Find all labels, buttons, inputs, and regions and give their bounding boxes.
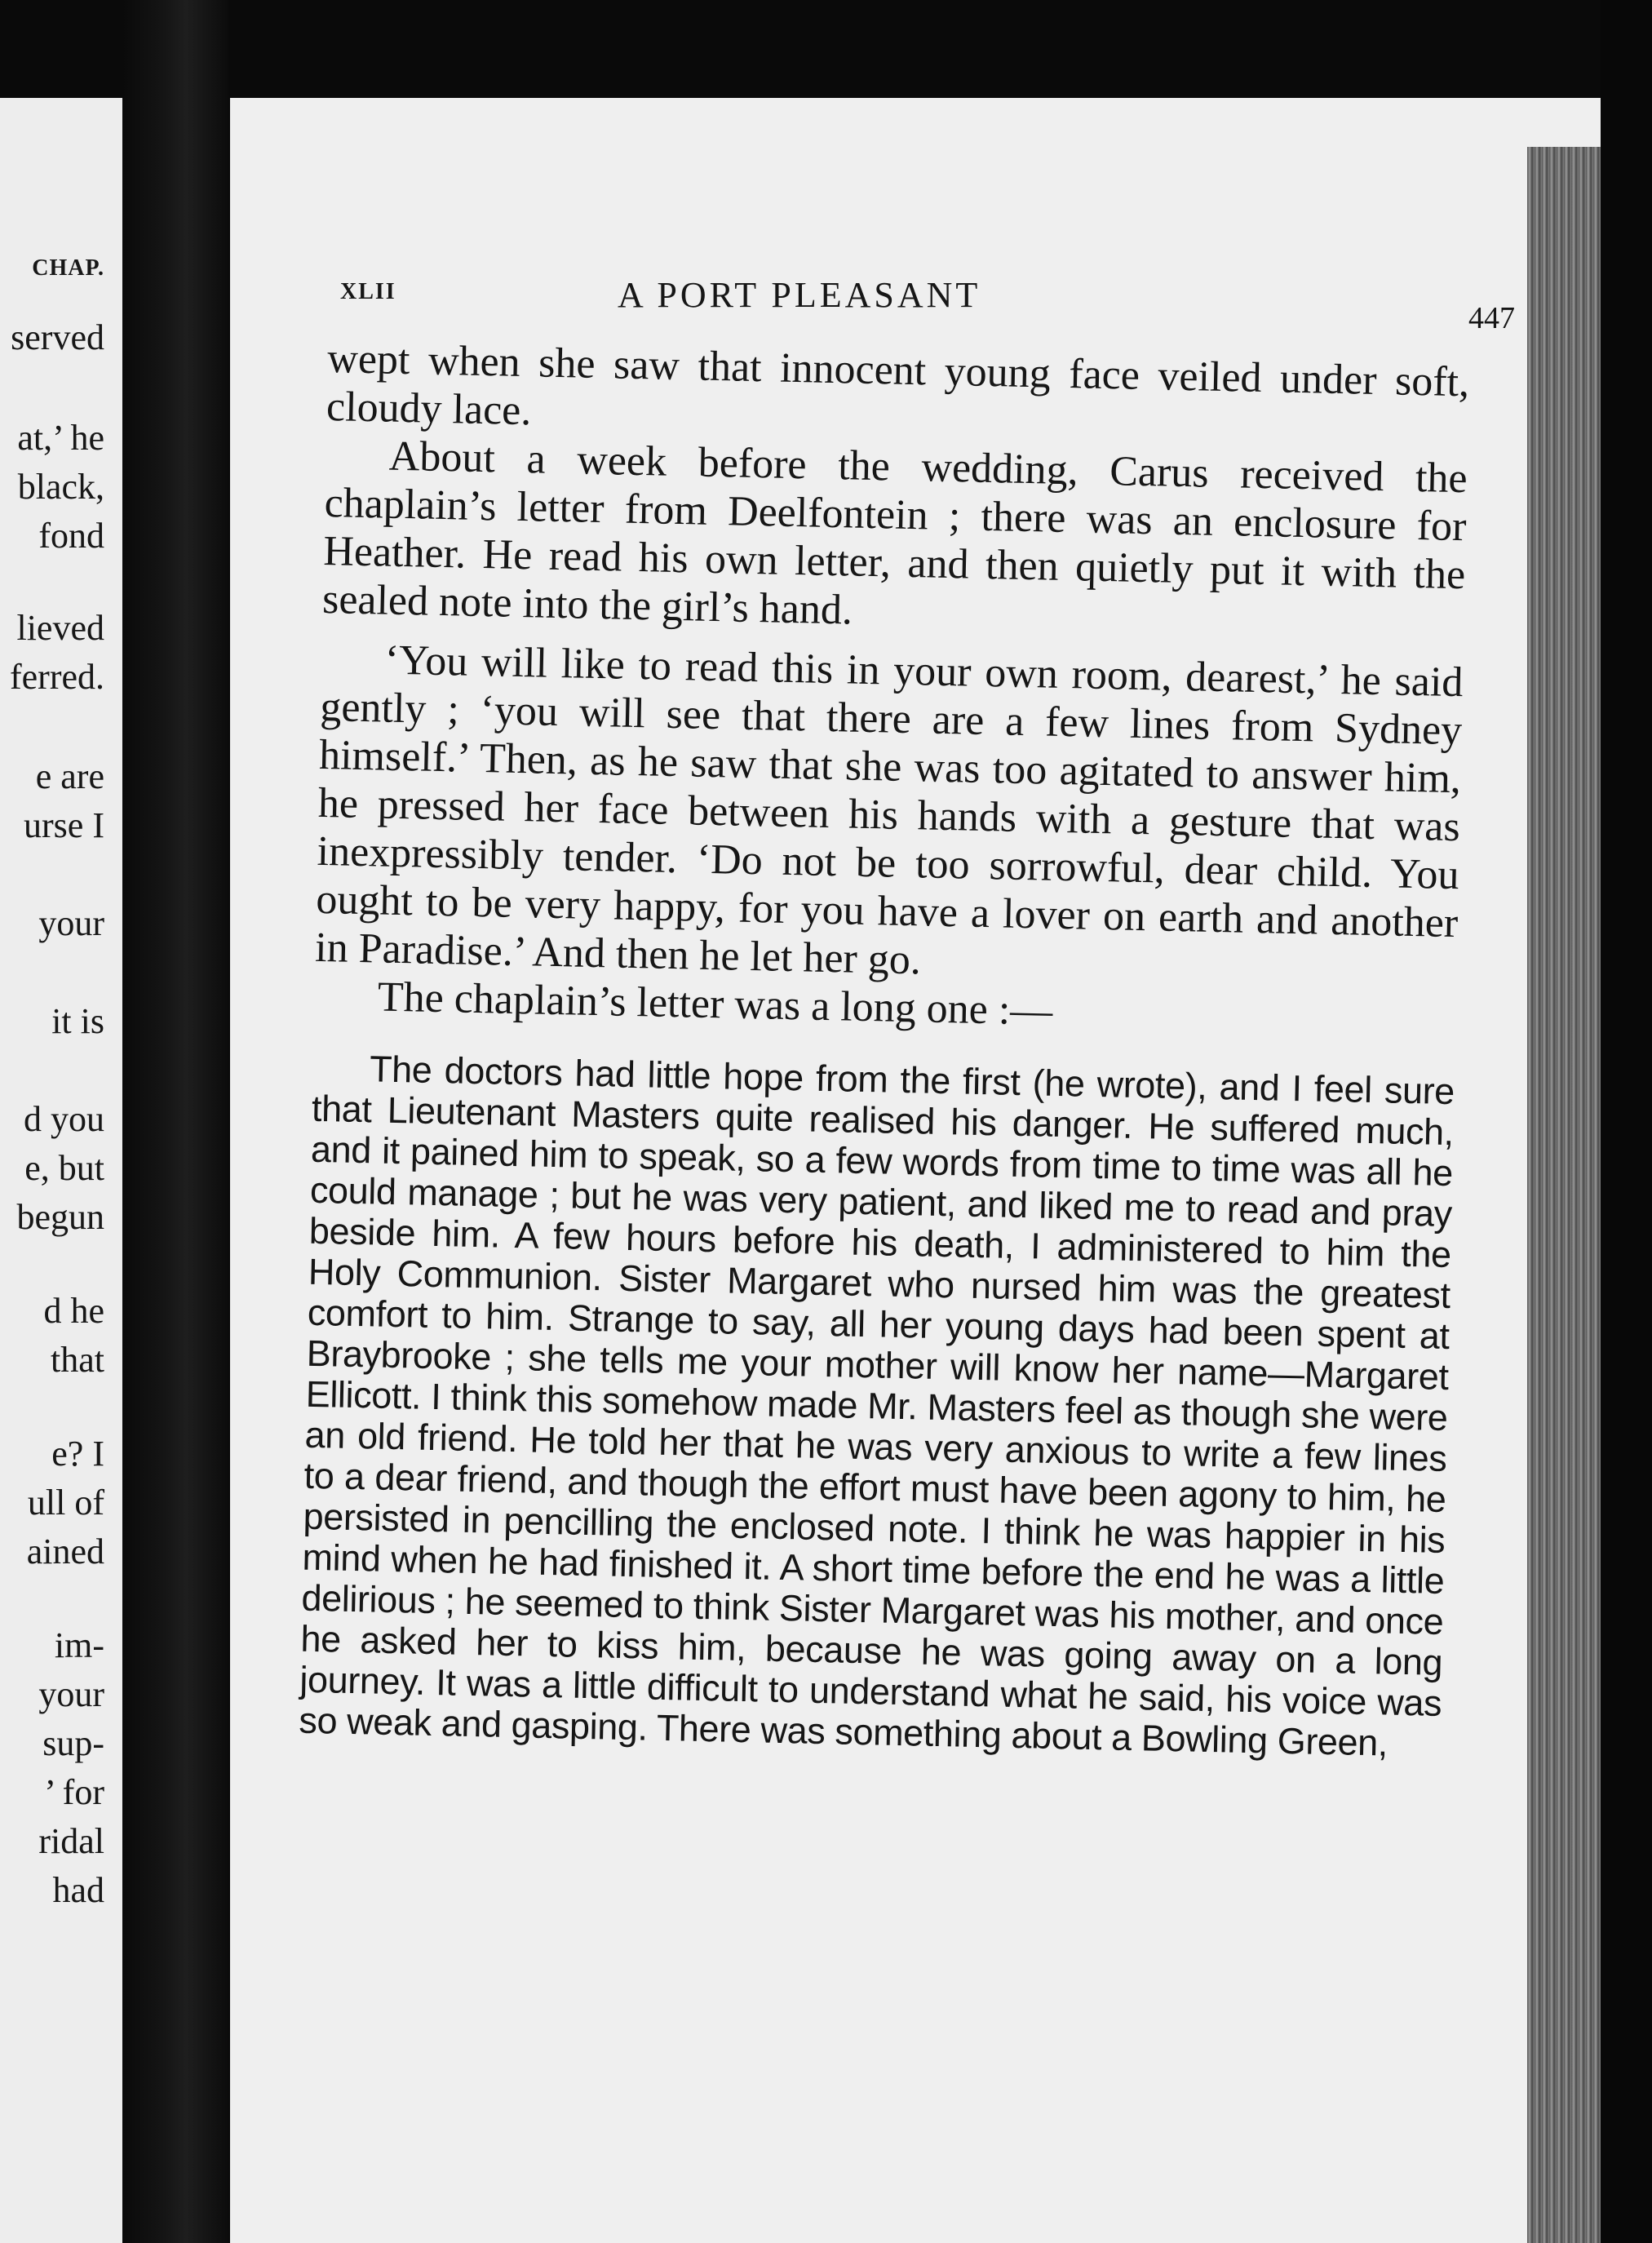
facing-page-line-end: begun (16, 1197, 104, 1237)
page-body (299, 335, 1470, 1765)
scan-top-border (0, 0, 1652, 98)
facing-page-line-end: that (51, 1340, 104, 1380)
paragraph-continued: wept when she saw that innocent young face veiled under soft, cloudy lace. (326, 335, 1470, 435)
quoted-letter: The doctors had little hope from the first (he wrote), and I feel sure that Lieutenant Masters quite realised his danger. He suffered much, and it pained him to speak, so a few words from time to time was all he could manage ; but he was very patient, and liked me to read and pray beside him. A few hours before his death, I administered to him the Holy Communion. Sister Margaret who nursed him was the greatest comfort to him. Strange to say, all her young days had been spent at Braybrooke ; she tells me your mother will know her name—Margaret Ellicott. I think this somehow made Mr. Masters feel as though she were an old friend. He told her that he was very anxious to write a few lines to a dear friend, and though the effort must have been agony to him, he persisted in pencilling the enclosed note. I think he was happier in his mind when he had finished it. A short time before the end he was a little delirious ; he seemed to think Sister Margaret was his mother, and once he asked her to kiss him, because he was going away on a long journey. It was a little difficult to understand what he said, his voice was so weak and gasping. There was something about a Bowling Green, (298, 1048, 1455, 1764)
facing-page-line-end: ull of (27, 1483, 104, 1523)
running-header (340, 261, 1515, 335)
facing-page-line-end: e, but (24, 1148, 104, 1188)
facing-page-line-end: lieved (16, 608, 104, 648)
facing-page-line-end: ridal (38, 1821, 104, 1861)
scan-right-border (1601, 0, 1652, 2243)
facing-page-line-end: black, (17, 467, 104, 507)
page-number: 447 (1468, 301, 1515, 335)
facing-page-running-head: CHAP. (32, 255, 104, 281)
facing-page-line-end: ferred. (9, 657, 104, 697)
facing-page-line-end: sup- (42, 1723, 104, 1763)
facing-page-line-end: your (38, 903, 104, 943)
chapter-number: XLII (340, 279, 396, 304)
facing-page-line-end: had (52, 1870, 104, 1910)
paragraph: ‘You will like to read this in your own room, dearest,’ he said gently ; ‘you will see that there are a few lines from Sydney himself.’ Then, as he saw that she was too agitated to answer him, he pressed her face between his hands with a gesture that was inexpressibly tender. ‘Do not be too sorrowful, dear child. You ought to be very happy, for you have a lover on earth and another in Paradise.’ And then he let her go. (314, 636, 1464, 984)
facing-page-line-end: ’ for (44, 1772, 104, 1812)
facing-page-line-end: d you (24, 1099, 104, 1139)
book-gutter (122, 0, 228, 2243)
facing-page-line-end: at,’ he (17, 418, 104, 458)
running-title: A PORT PLEASANT (618, 275, 981, 315)
facing-page-line-end: e are (35, 756, 104, 796)
facing-page-line-end: e? I (51, 1434, 104, 1474)
facing-page-line-end: im- (54, 1625, 104, 1665)
facing-page-line-end: served (11, 317, 104, 357)
facing-page-fragment (0, 98, 122, 2243)
facing-page-line-end: urse I (24, 805, 104, 845)
facing-page-line-end: fond (38, 516, 104, 556)
paragraph: About a week before the wedding, Carus received the chaplain’s letter from Deelfontein ; there was an enclosure for Heather. He read his own letter, and then quietly put it with the sealed note into the girl’s hand. (321, 432, 1468, 634)
facing-page-line-end: your (38, 1674, 104, 1714)
book-page (230, 98, 1601, 2243)
facing-page-line-end: d he (43, 1291, 104, 1331)
facing-page-line-end: it is (51, 1001, 104, 1041)
facing-page-line-end: ained (26, 1532, 104, 1571)
paragraph: The chaplain’s letter was a long one :— (377, 973, 1053, 1035)
page-stack-edge (1527, 147, 1601, 2243)
